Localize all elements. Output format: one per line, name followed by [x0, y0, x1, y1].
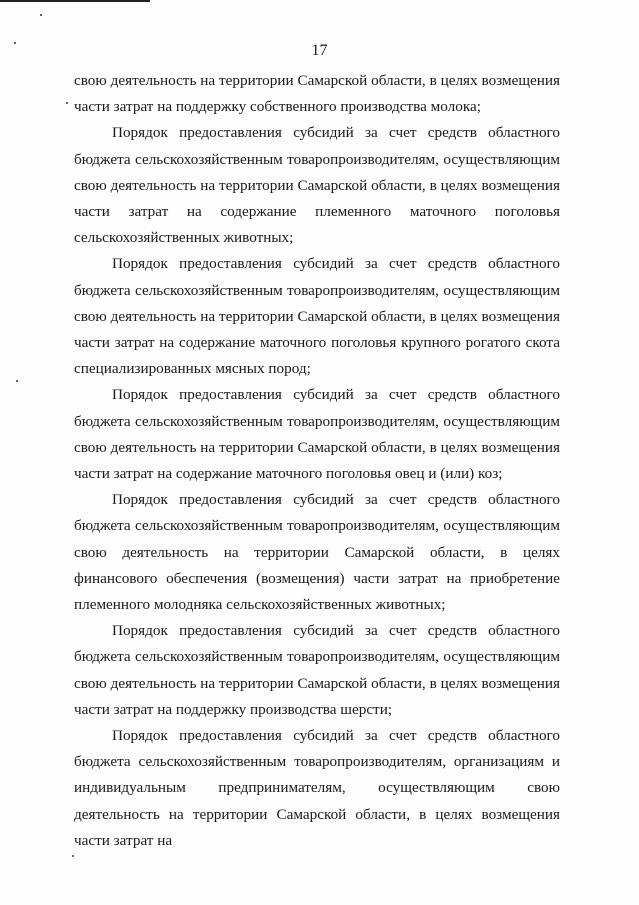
paragraph: Порядок предоставления субсидий за счет средств областного бюджета сельскохозяйственным товаропроизводителям, осуществляющим свою деятельность на территории Самарской области, в целях возмещения части затрат на поддержку производства шерсти; [74, 622, 560, 718]
scan-speck [16, 380, 18, 382]
paragraph: Порядок предоставления субсидий за счет средств областного бюджета сельскохозяйственным товаропроизводителям, осуществляющим свою деятельность на территории Самарской области, в целях возмещения части затрат на содержание племенного маточного поголовья сельскохозяйственных животных; [74, 124, 560, 247]
scan-speck [72, 855, 74, 857]
scan-speck [66, 102, 68, 104]
paragraph: Порядок предоставления субсидий за счет средств областного бюджета сельскохозяйственным товаропроизводителям, осуществляющим свою деятельность на территории Самарской области, в целях финансового обеспечения (возмещения) части затрат на приобретение племенного молодняка сельскохозяйственных животных; [74, 491, 560, 614]
paragraph: свою деятельность на территории Самарской области, в целях возмещения части затрат на поддержку собственного производства молока; [74, 72, 560, 116]
scan-speck [40, 14, 42, 16]
page-number: 17 [311, 42, 328, 59]
paragraph: Порядок предоставления субсидий за счет средств областного бюджета сельскохозяйственным товаропроизводителям, осуществляющим свою деятельность на территории Самарской области, в целях возмещения части затрат на содержание маточного поголовья овец и (или) коз; [74, 386, 560, 483]
body-text [74, 68, 560, 854]
scan-edge-line [0, 0, 150, 2]
paragraph: Порядок предоставления субсидий за счет средств областного бюджета сельскохозяйственным товаропроизводителям, организациям и индивидуальным предпринимателям, осуществляющим свою деятельность на территории Самарской области, в целях возмещения части затрат на [74, 727, 560, 849]
paragraph: Порядок предоставления субсидий за счет средств областного бюджета сельскохозяйственным товаропроизводителям, осуществляющим свою деятельность на территории Самарской области, в целях возмещения части затрат на содержание маточного поголовья крупного рогатого скота специализированных мясных пород; [74, 255, 560, 378]
